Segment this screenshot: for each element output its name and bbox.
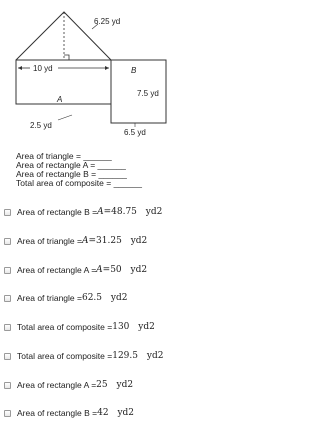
bottom-width-label: 6.5 yd	[124, 128, 146, 137]
option-label: Area of rectangle A =	[17, 265, 97, 275]
blank-total-area: Total area of composite = ______	[16, 178, 142, 188]
option-2[interactable]: Area of triangle = A = 31.25 yd 2	[4, 234, 147, 248]
option-label: Area of triangle =	[17, 236, 82, 246]
composite-figure	[0, 0, 237, 140]
option-8[interactable]: Area of rectangle B = 42 yd 2	[4, 406, 134, 420]
option-value: 48.75	[111, 207, 137, 217]
option-4[interactable]: Area of triangle = 62.5 yd 2	[4, 291, 128, 305]
checkbox-icon[interactable]	[4, 209, 11, 216]
right-angle-marker	[64, 55, 69, 60]
option-value: 130	[112, 322, 130, 332]
height-label: 7.5 yd	[137, 89, 159, 98]
option-value: 31.25	[96, 236, 122, 246]
option-7[interactable]: Area of rectangle A = 25 yd 2	[4, 378, 133, 392]
option-value: 129.5	[112, 351, 138, 361]
rectangle-a-label: A	[57, 95, 63, 104]
blank-rectangle-a-area: Area of rectangle A = ______	[16, 160, 126, 170]
checkbox-icon[interactable]	[4, 382, 11, 389]
blank-triangle-area: Area of triangle = ______	[16, 151, 112, 161]
option-label: Area of rectangle B =	[17, 408, 98, 418]
checkbox-icon[interactable]	[4, 295, 11, 302]
left-height-label: 2.5 yd	[30, 121, 52, 130]
blank-rectangle-b-area: Area of rectangle B = ______	[16, 169, 127, 179]
checkbox-icon[interactable]	[4, 324, 11, 331]
option-3[interactable]: Area of rectangle A = A = 50 yd 2	[4, 263, 147, 277]
option-label: Total area of composite =	[17, 322, 113, 332]
option-value: 50	[110, 265, 122, 275]
base-width-label: 10 yd	[33, 64, 53, 73]
option-label: Area of triangle =	[17, 293, 82, 303]
option-value: 62.5	[81, 293, 103, 303]
checkbox-icon[interactable]	[4, 353, 11, 360]
fill-in-blanks	[16, 152, 142, 188]
option-value: 25	[96, 380, 108, 390]
option-6[interactable]: Total area of composite = 129.5 yd 2	[4, 349, 163, 363]
checkbox-icon[interactable]	[4, 410, 11, 417]
option-label: Area of rectangle A =	[17, 380, 97, 390]
slant-side-label: 6.25 yd	[94, 17, 121, 26]
option-label: Total area of composite =	[17, 351, 113, 361]
option-5[interactable]: Total area of composite = 130 yd 2	[4, 320, 155, 334]
option-1[interactable]: Area of rectangle B = A = 48.75 yd 2	[4, 205, 162, 219]
rectangle-b-label: B	[131, 66, 137, 75]
option-label: Area of rectangle B =	[17, 207, 98, 217]
option-value: 42	[97, 408, 109, 418]
checkbox-icon[interactable]	[4, 267, 11, 274]
checkbox-icon[interactable]	[4, 238, 11, 245]
